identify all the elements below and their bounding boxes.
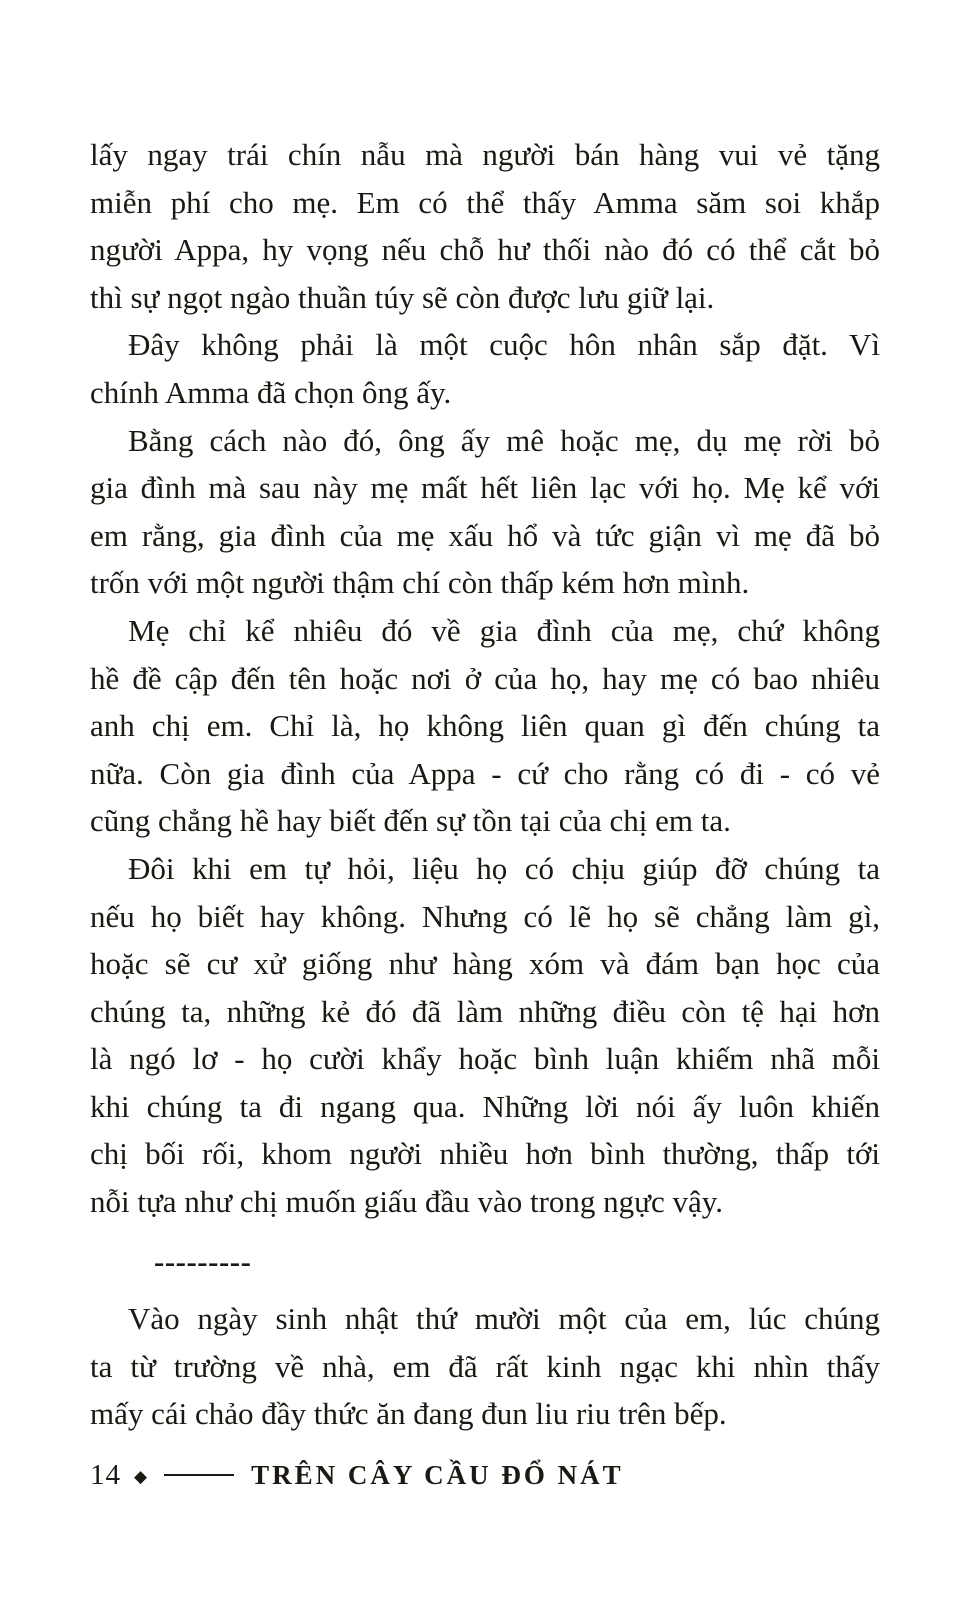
book-title: TRÊN CÂY CẦU ĐỔ NÁT [251, 1459, 624, 1490]
page-number: 14 [90, 1458, 121, 1491]
text-line: Đây không phải là một cuộc hôn nhân sắp đặt. Vì [128, 327, 880, 363]
text-line: nỗi tựa như chị muốn giấu đầu vào trong ngực vậy. [90, 1184, 723, 1220]
text-line: ta từ trường về nhà, em đã rất kinh ngạc khi nhìn thấy [90, 1348, 880, 1384]
text-line: nữa. Còn gia đình của Appa - cứ cho rằng có đi - có vẻ [90, 755, 880, 791]
section-separator: --------- [154, 1243, 252, 1279]
text-line: Mẹ chỉ kể nhiêu đó về gia đình của mẹ, chứ không [128, 612, 880, 648]
text-line: chính Amma đã chọn ông ấy. [90, 374, 452, 410]
text-line: nếu họ biết hay không. Nhưng có lẽ họ sẽ chẳng làm gì, [90, 898, 880, 934]
text-line: chị bối rối, khom người nhiều hơn bình thường, thấp tới [90, 1136, 880, 1172]
text-line: Vào ngày sinh nhật thứ mười một của em, lúc chúng [128, 1301, 880, 1337]
text-line: là ngó lơ - họ cười khẩy hoặc bình luận khiếm nhã mỗi [90, 1041, 880, 1077]
text-line: cũng chẳng hề hay biết đến sự tồn tại của chị em ta. [90, 803, 731, 839]
text-line: người Appa, hy vọng nếu chỗ hư thối nào đó có thể cắt bỏ [90, 232, 880, 268]
text-line: mấy cái chảo đầy thức ăn đang đun liu riu trên bếp. [90, 1396, 727, 1432]
footer-rule [164, 1474, 234, 1476]
text-line: Bằng cách nào đó, ông ấy mê hoặc mẹ, dụ mẹ rời bỏ [128, 422, 880, 458]
diamond-icon: ◆ [134, 1466, 148, 1486]
text-line: trốn với một người thậm chí còn thấp kém hơn mình. [90, 565, 750, 601]
text-line: chúng ta, những kẻ đó đã làm những điều còn tệ hại hơn [90, 993, 880, 1029]
text-line: lấy ngay trái chín nẫu mà người bán hàng vui vẻ tặng [90, 137, 880, 172]
page-body-text [90, 131, 880, 1438]
text-line: anh chị em. Chỉ là, họ không liên quan gì đến chúng ta [90, 708, 880, 744]
text-line: hề đề cập đến tên hoặc nơi ở của họ, hay mẹ có bao nhiêu [90, 660, 880, 696]
text-line: hoặc sẽ cư xử giống như hàng xóm và đám bạn học của [90, 946, 880, 982]
text-line: khi chúng ta đi ngang qua. Những lời nói ấy luôn khiến [90, 1088, 880, 1124]
text-line: gia đình mà sau này mẹ mất hết liên lạc với họ. Mẹ kể với [90, 470, 880, 506]
text-line: Đôi khi em tự hỏi, liệu họ có chịu giúp đỡ chúng ta [128, 850, 880, 886]
text-line: em rằng, gia đình của mẹ xấu hổ và tức giận vì mẹ đã bỏ [90, 517, 880, 553]
text-line: thì sự ngọt ngào thuần túy sẽ còn được lưu giữ lại. [90, 279, 715, 315]
text-line: miễn phí cho mẹ. Em có thể thấy Amma săm soi khắp [90, 184, 880, 220]
page-footer [90, 1456, 624, 1494]
